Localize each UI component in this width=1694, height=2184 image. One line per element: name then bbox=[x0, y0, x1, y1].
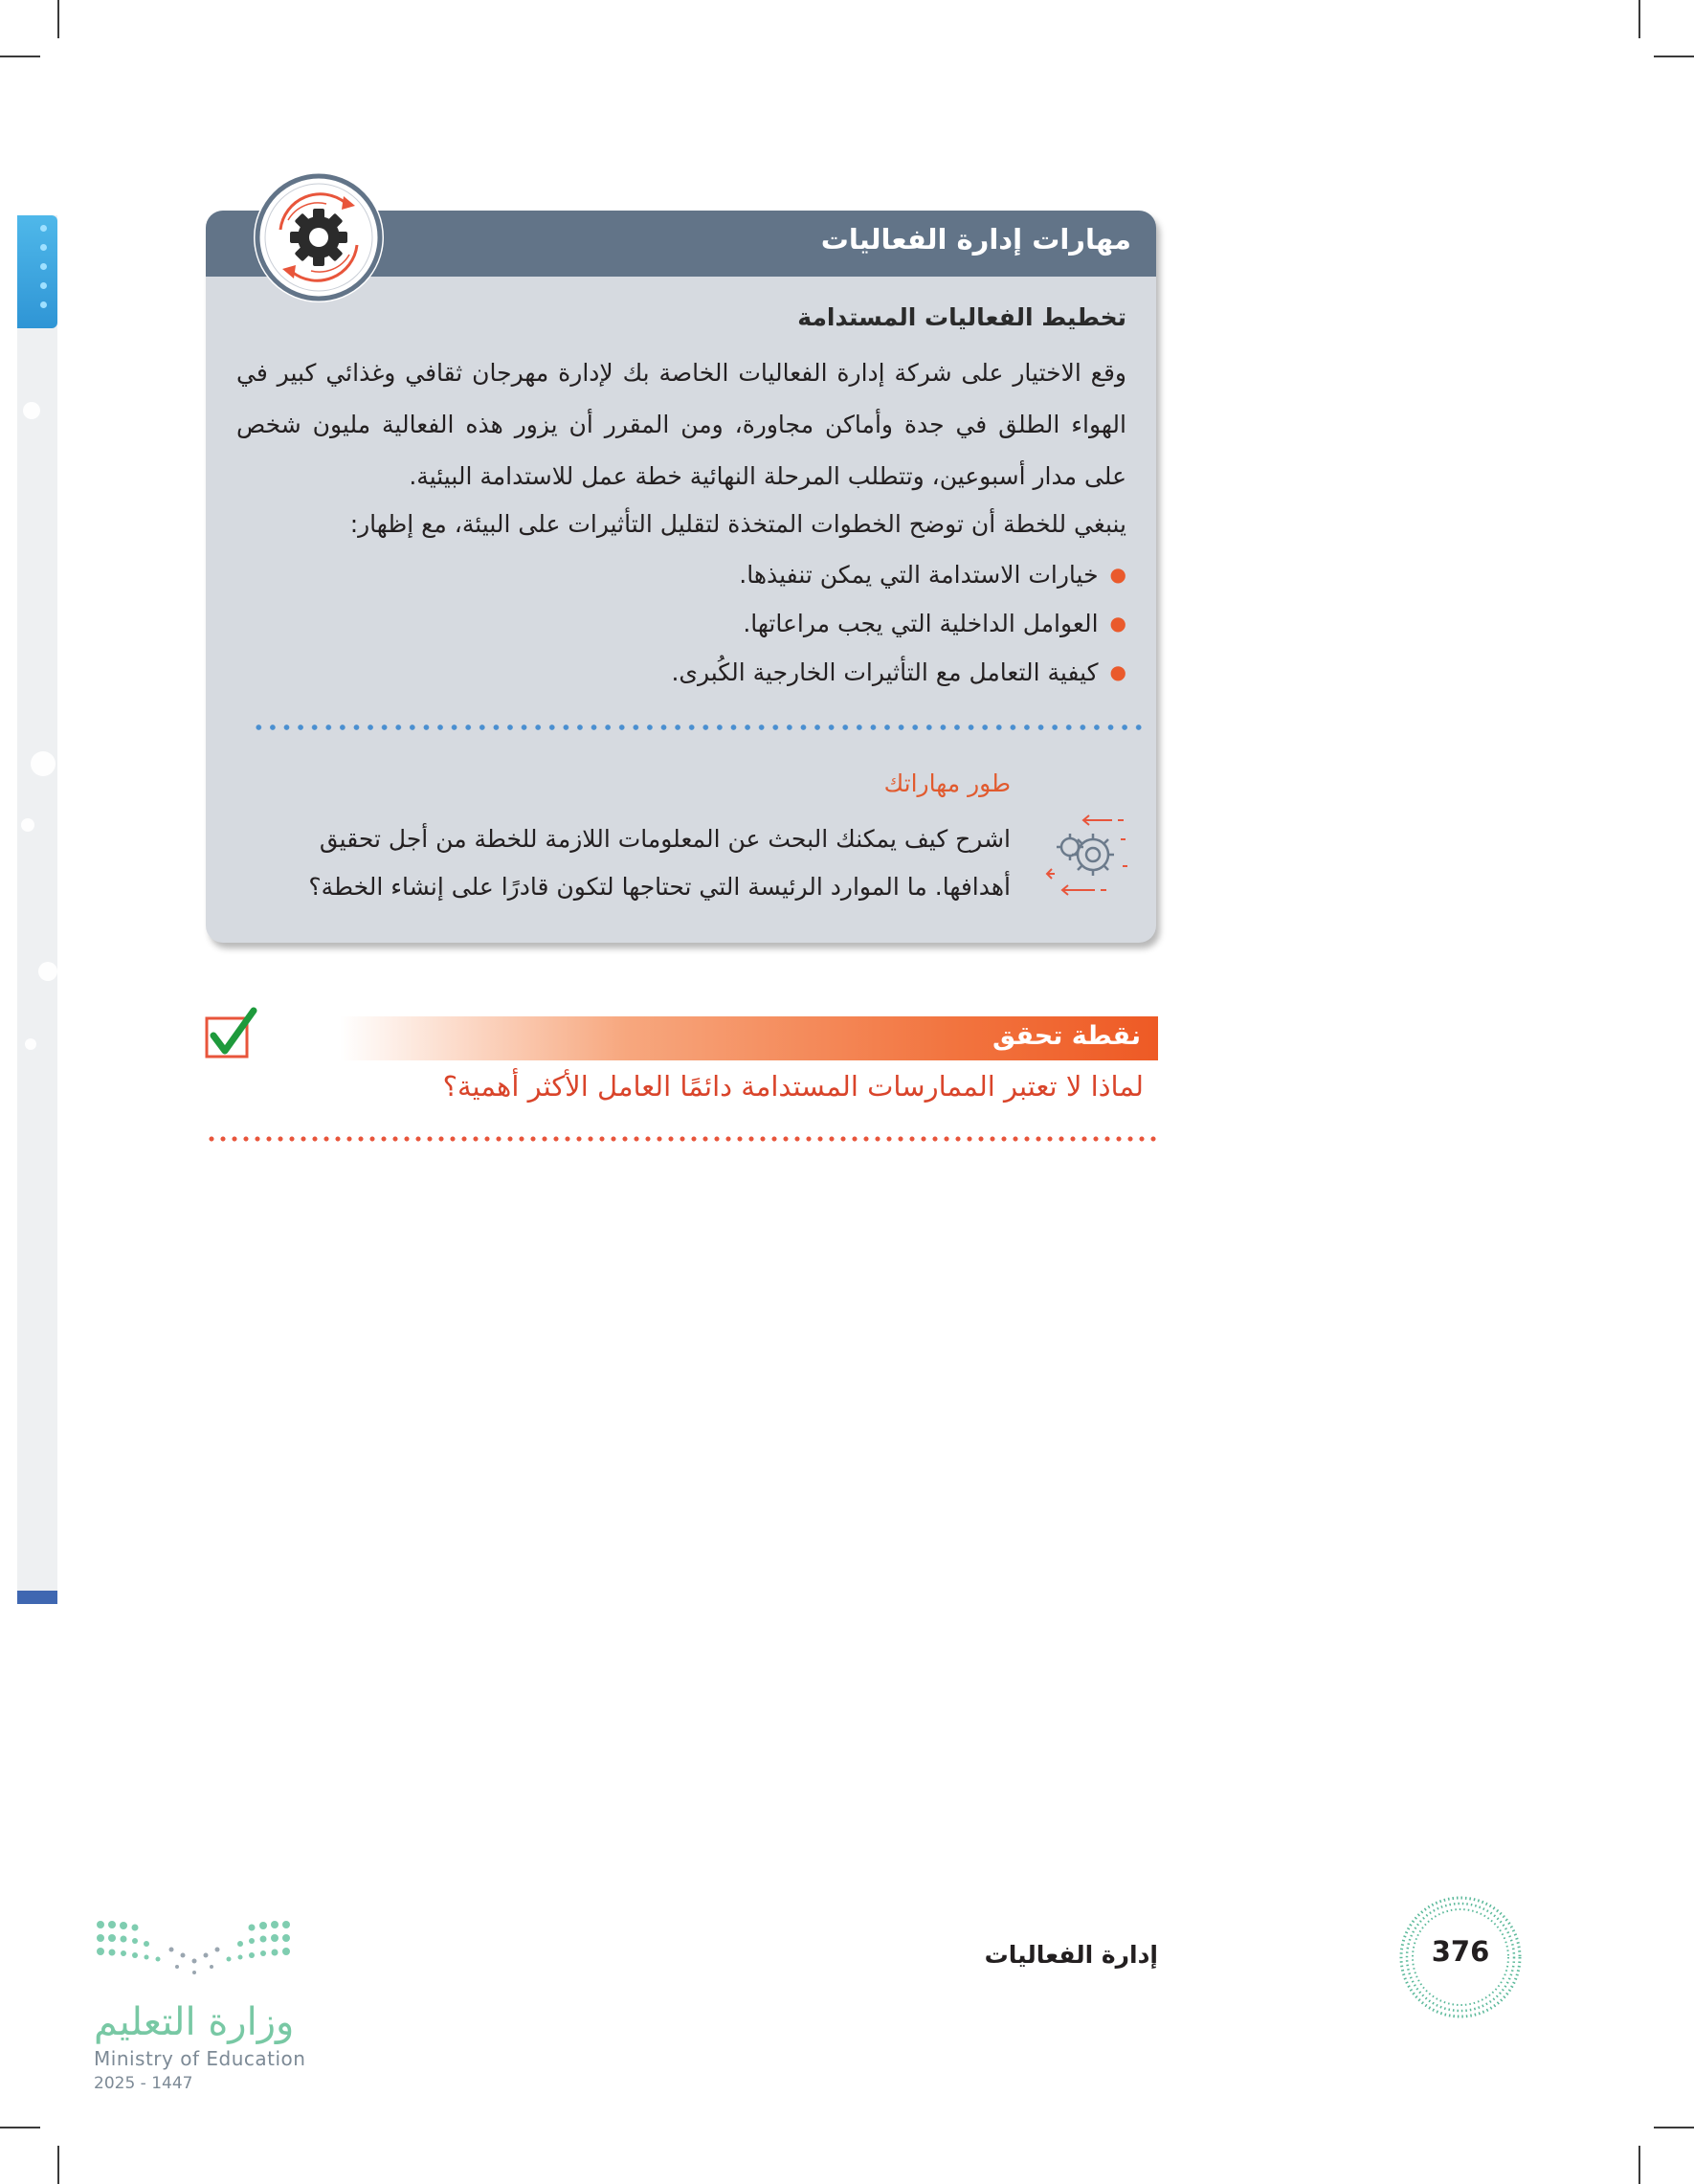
list-item: ●العوامل الداخلية التي يجب مراعاتها. bbox=[743, 610, 1126, 637]
skills-box bbox=[206, 211, 1156, 943]
subheading: تخطيط الفعاليات المستدامة bbox=[797, 303, 1126, 331]
dotted-divider bbox=[252, 724, 1142, 730]
checkpoint-question: لماذا لا تعتبر الممارسات المستدامة دائمًا العامل الأكثر أهمية؟ bbox=[442, 1070, 1144, 1103]
ministry-logo-dots bbox=[91, 1917, 301, 1984]
crop-mark bbox=[57, 2146, 59, 2184]
answer-line bbox=[206, 1136, 1158, 1142]
checkpoint-label: نقطة تحقق bbox=[992, 1021, 1141, 1051]
ministry-year: 2025 - 1447 bbox=[94, 2074, 193, 2093]
gear-cycle-icon bbox=[252, 170, 386, 304]
gears-arrows-icon bbox=[1037, 799, 1133, 904]
page-number: 376 bbox=[1431, 1935, 1490, 1968]
checkpoint-bar bbox=[340, 1016, 1158, 1060]
side-strip-end bbox=[17, 1591, 57, 1604]
crop-mark bbox=[0, 56, 40, 57]
list-item: ●كيفية التعامل مع التأثيرات الخارجية الكُبرى. bbox=[671, 658, 1126, 686]
crop-mark bbox=[1638, 0, 1640, 38]
scenario-paragraph: وقع الاختيار على شركة إدارة الفعاليات الخاصة بك لإدارة مهرجان ثقافي وغذائي كبير في الهواء الطلق في جدة وأماكن مجاورة، ومن المقرر أن يزور هذه الفعالية مليون شخص على مدار أسبوعين، وتتطلب المرحلة النهائية خطة عمل للاستدامة البيئية. bbox=[236, 359, 1126, 490]
develop-skills-title: طور مهاراتك bbox=[883, 769, 1011, 797]
develop-skills-text: اشرح كيف يمكنك البحث عن المعلومات اللازمة للخطة من أجل تحقيق أهدافها. ما الموارد الرئيسة التي تحتاجها لتكون قادرًا على إنشاء الخطة؟ bbox=[308, 825, 1011, 901]
skills-box-title: مهارات إدارة الفعاليات bbox=[820, 223, 1131, 256]
ministry-name-english: Ministry of Education bbox=[94, 2047, 306, 2070]
crop-mark bbox=[1654, 56, 1694, 57]
ministry-name-arabic: وزارة التعليم bbox=[94, 2000, 295, 2044]
crop-mark bbox=[57, 0, 59, 38]
crop-mark bbox=[0, 2127, 40, 2128]
check-icon bbox=[204, 1007, 259, 1060]
crop-mark bbox=[1654, 2127, 1694, 2128]
list-item: ●خيارات الاستدامة التي يمكن تنفيذها. bbox=[739, 561, 1126, 589]
footer-section-title: إدارة الفعاليات bbox=[984, 1941, 1158, 1969]
side-strip bbox=[17, 215, 57, 1603]
side-strip-accent bbox=[17, 215, 57, 328]
page-number-badge bbox=[1395, 1892, 1526, 2022]
plan-intro: ينبغي للخطة أن توضح الخطوات المتخذة لتقليل التأثيرات على البيئة، مع إظهار: bbox=[349, 510, 1126, 538]
crop-mark bbox=[1638, 2146, 1640, 2184]
plan-bullets bbox=[236, 550, 1126, 697]
